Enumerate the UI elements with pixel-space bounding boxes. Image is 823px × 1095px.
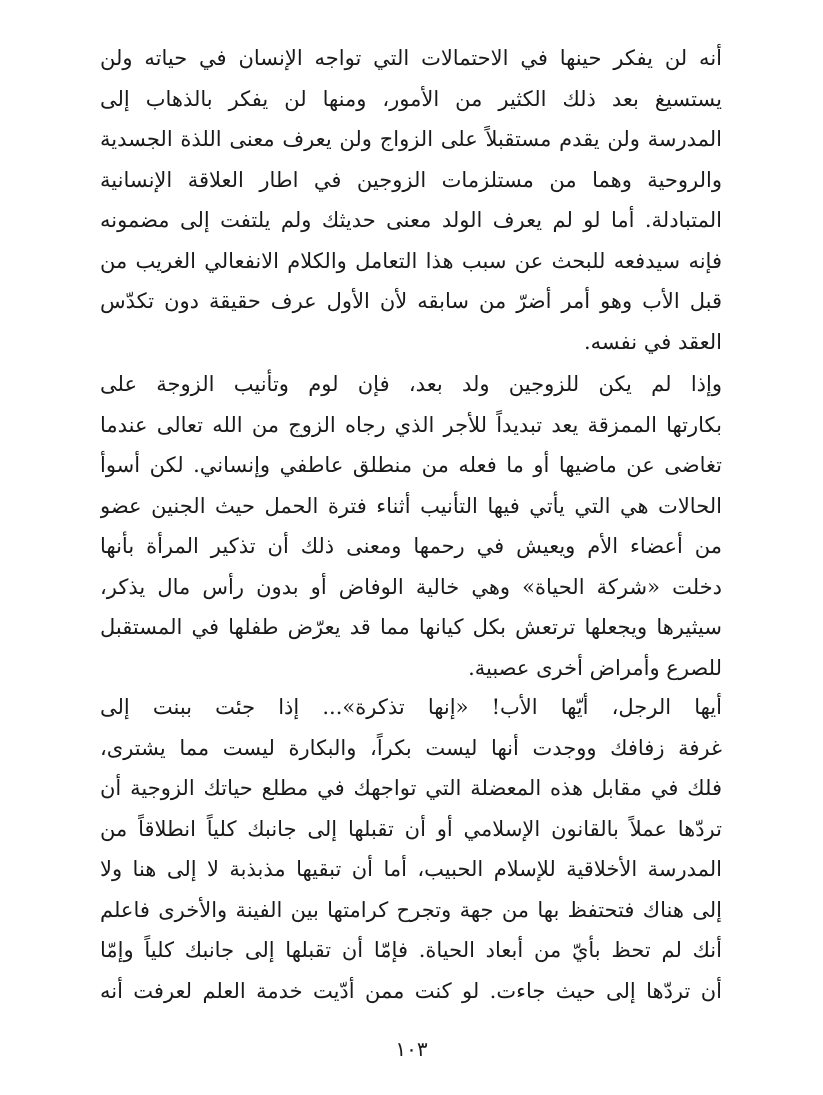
text-line: قبل الأب وهو أمر أضرّ من سابقه لأن الأول عرف حقيقة دون تكدّس: [100, 289, 722, 313]
text-line: المدرسة الأخلاقية للإسلام الحبيب، أما أن تبقيها مذبذبة لا إلى هنا ولا: [100, 857, 722, 881]
text-line: تردّها عملاً بالقانون الإسلامي أو أن تقبلها إلى جانبك كلياً انطلاقاً من: [100, 816, 722, 841]
text-line: أنه لن يفكر حينها في الاحتمالات التي تواجه الإنسان في حياته ولن: [100, 46, 722, 70]
text-line: للصرع وأمراض أخرى عصبية.: [468, 655, 722, 680]
text-line: الحالات هي التي يأتي فيها التأنيب أثناء فترة الحمل حيث الجنين عضو: [100, 493, 722, 518]
text-line: أن تردّها إلى حيث جاءت. لو كنت ممن أدّيت خدمة العلم لعرفت أنه: [100, 978, 722, 1003]
text-line: أنك لم تحظ بأيّ من أبعاد الحياة. فإمّا أن تقبلها إلى جانبك كلياً وإمّا: [100, 938, 722, 962]
text-line: فلك في مقابل هذه المعضلة التي تواجهك في مطلع حياتك الزوجية أن: [100, 776, 722, 800]
paragraph-1: [100, 38, 722, 362]
paragraph-3: [100, 687, 722, 1011]
text-line: إلى هناك فتحتفظ بها من جهة وتجرح كرامتها بين الفينة والأخرى فاعلم: [100, 897, 722, 922]
text-line: يستسيغ بعد ذلك الكثير من الأمور، ومنها لن يفكر بالذهاب إلى: [100, 86, 722, 111]
text-line: أيها الرجل، أيّها الأب! «إنها تذكرة»... إذا جئت ببنت إلى: [100, 695, 722, 719]
text-line: تغاضى عن ماضيها أو ما فعله من منطلق عاطفي وإنساني. لكن أسوأ: [100, 453, 722, 477]
text-line: فإنه سيدفعه للبحث عن سبب هذا التعامل والكلام الانفعالي الغريب من: [100, 248, 722, 273]
text-line: وإذا لم يكن للزوجين ولد بعد، فإن لوم وتأنيب الزوجة على: [100, 372, 722, 396]
text-line: المتبادلة. أما لو لم يعرف الولد معنى حديثك ولم يلتفت إلى مضمونه: [100, 208, 722, 232]
text-line: غرفة زفافك ووجدت أنها ليست بكراً، والبكارة ليست مما يشترى،: [100, 735, 722, 760]
text-line: العقد في نفسه.: [583, 329, 722, 354]
text-line: من أعضاء الأم ويعيش في رحمها ومعنى ذلك أن تذكير المرأة بأنها: [100, 534, 722, 558]
text-line: والروحية وهما من مستلزمات الزوجين في اطار العلاقة الإنسانية: [100, 167, 722, 192]
text-line: بكارتها الممزقة يعد تبديداً للأجر الذي رجاه الزوج من الله تعالى عندما: [100, 412, 722, 437]
page-number: ١٠٣: [395, 1037, 428, 1061]
text-line: المدرسة ولن يقدم مستقبلاً على الزواج ولن يعرف معنى اللذة الجسدية: [100, 127, 722, 151]
text-line: سيثيرها ويجعلها ترتعش بكل كيانها مما قد يعرّض طفلها في المستقبل: [100, 615, 722, 639]
paragraph-2: [100, 364, 722, 688]
text-line: دخلت «شركة الحياة» وهي خالية الوفاض أو بدون رأس مال يذكر،: [100, 574, 722, 599]
